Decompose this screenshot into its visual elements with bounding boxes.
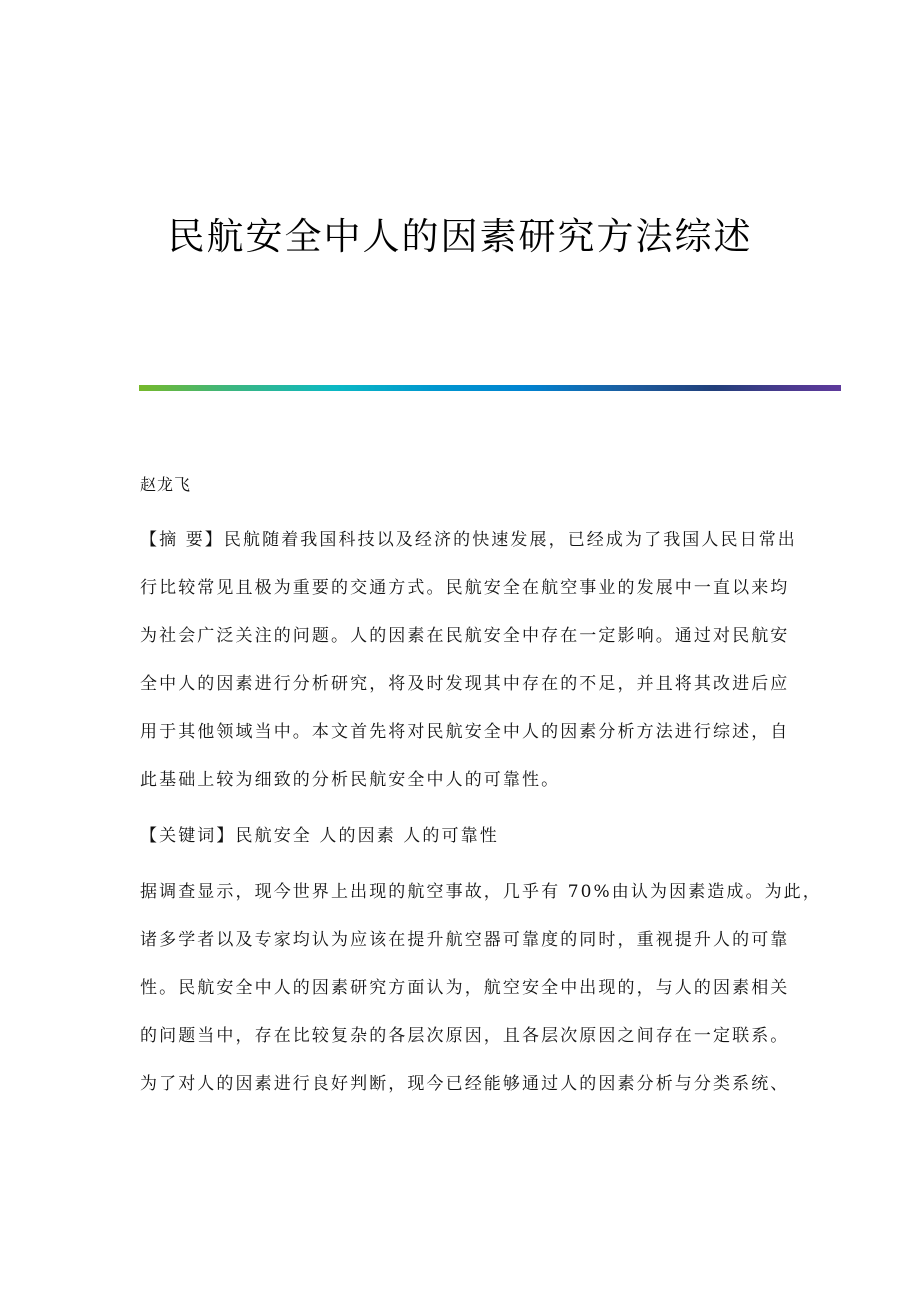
author-name: 赵龙飞: [140, 475, 192, 494]
abstract-line: 全中人的因素进行分析研究，将及时发现其中存在的不足，并且将其改进后应: [140, 674, 790, 694]
gradient-divider: [139, 385, 841, 391]
abstract-line: 【摘 要】民航随着我国科技以及经济的快速发展，已经成为了我国人民日常出: [140, 530, 797, 550]
body-line: 的问题当中，存在比较复杂的各层次原因，且各层次原因之间存在一定联系。: [140, 1026, 790, 1046]
abstract-line: 此基础上较为细致的分析民航安全中人的可靠性。: [140, 770, 561, 790]
abstract-line: 为社会广泛关注的问题。人的因素在民航安全中存在一定影响。通过对民航安: [140, 626, 790, 646]
abstract-line: 行比较常见且极为重要的交通方式。民航安全在航空事业的发展中一直以来均: [140, 578, 790, 598]
body-line: 诸多学者以及专家均认为应该在提升航空器可靠度的同时，重视提升人的可靠: [140, 930, 790, 950]
body-line: 为了对人的因素进行良好判断，现今已经能够通过人的因素分析与分类系统、: [140, 1074, 790, 1094]
abstract-line: 用于其他领域当中。本文首先将对民航安全中人的因素分析方法进行综述，自: [140, 722, 790, 742]
body-line: 性。民航安全中人的因素研究方面认为，航空安全中出现的，与人的因素相关: [140, 978, 790, 998]
document-title: 民航安全中人的因素研究方法综述: [167, 215, 753, 258]
body-line: 据调查显示，现今世界上出现的航空事故，几乎有 70%由认为因素造成。为此，: [140, 882, 822, 902]
keywords-line: 【关键词】民航安全 人的因素 人的可靠性: [140, 826, 499, 846]
